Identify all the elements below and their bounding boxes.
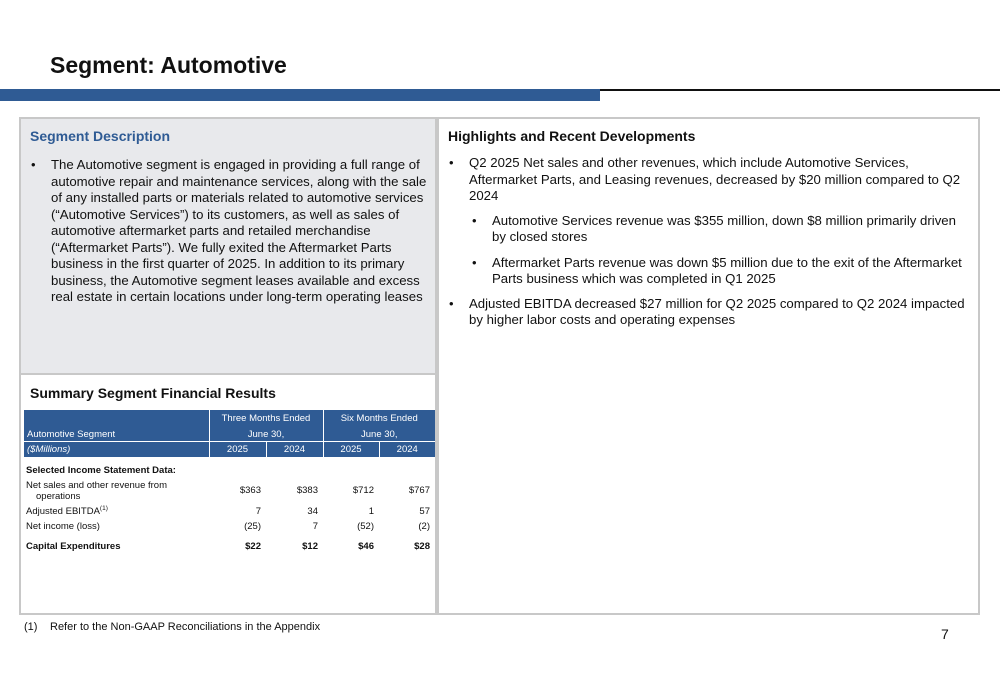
page-title: Segment: Automotive [50, 52, 287, 78]
six-months-date-header: June 30, [323, 427, 435, 442]
table-cell: 7 [255, 506, 261, 517]
row-label: Adjusted EBITDA$^{(1)}$ [26, 505, 108, 518]
highlight-subitem: • Automotive Services revenue was $355 million, down $8 million primarily driven by closed stores [472, 213, 969, 246]
segment-description-text: • The Automotive segment is engaged in providing a full range of automotive repair and maintenance services, along with the sale of any installed parts or materials related to automotive services (“Automotive Services”) to its customers, as well as sales of automotive aftermarket parts and retailed merchandise (“Aftermarket Parts”). We fully exited the Aftermarket Parts business in the first quarter of 2025. In addition to its primary business, the Automotive segment leases available and excess real estate in certain locations under long-term operating leases [31, 157, 427, 306]
row-label: Capital Expenditures [26, 540, 121, 552]
table-row [24, 519, 435, 534]
highlights-list [449, 155, 969, 329]
units-label: ($Millions) [24, 442, 209, 458]
footnote-text: Refer to the Non-GAAP Reconciliations in the Appendix [50, 621, 321, 633]
table-cell: 7 [312, 521, 318, 532]
table-cell: 1 [368, 506, 374, 517]
footnote-number: (1) [24, 621, 38, 633]
year-header: 2025 [209, 442, 266, 458]
table-header-row [24, 410, 435, 427]
table-cell: $22 [245, 540, 261, 552]
title-rule-line [600, 89, 1000, 91]
six-months-header: Six Months Ended [323, 410, 435, 427]
table-cell: $363 [239, 485, 261, 496]
table-cell: $767 [408, 485, 430, 496]
table-cell: (2) [418, 521, 430, 532]
table-cell: $383 [296, 485, 318, 496]
year-header: 2024 [266, 442, 323, 458]
table-cell: 57 [419, 506, 430, 517]
footnote-ref: (1) [99, 505, 108, 513]
financial-results-heading: Summary Segment Financial Results [30, 385, 276, 401]
segment-description-box [21, 119, 435, 375]
table-cell: (52) [357, 521, 374, 532]
segment-label: Automotive Segment [24, 427, 209, 442]
table-cell: $12 [302, 540, 318, 552]
three-months-date-header: June 30, [209, 427, 323, 442]
year-header: 2025 [323, 442, 379, 458]
footnote [24, 621, 320, 633]
highlight-item: • Q2 2025 Net sales and other revenues, which include Automotive Services, Aftermarket Parts, and Leasing revenues, decreased by $20 million compared to Q2 2024 [449, 155, 969, 205]
highlight-subitem: • Aftermarket Parts revenue was down $5 million due to the exit of the Aftermarket Parts business which was completed in Q1 2025 [472, 255, 969, 288]
row-label: Net income (loss) [26, 521, 100, 532]
highlight-item: • Adjusted EBITDA decreased $27 million for Q2 2025 compared to Q2 2024 impacted by higher labor costs and operating expenses [449, 296, 969, 329]
highlights-panel [437, 117, 980, 615]
page-number: 7 [941, 626, 949, 642]
table-row [24, 534, 435, 558]
table-cell: $46 [358, 540, 374, 552]
table-cell: $712 [352, 485, 374, 496]
table-row [24, 477, 435, 504]
section-label: Selected Income Statement Data: [26, 465, 176, 476]
table-cell: (25) [244, 521, 261, 532]
table-row [24, 457, 435, 477]
title-accent-bar [0, 89, 600, 101]
segment-description-list [31, 157, 427, 306]
left-panel [19, 117, 437, 615]
table-cell: 34 [307, 506, 318, 517]
table-cell: $28 [414, 540, 430, 552]
table-header-row [24, 442, 435, 458]
year-header: 2024 [379, 442, 435, 458]
table-header-row [24, 427, 435, 442]
financial-results-table [24, 410, 435, 558]
segment-description-heading: Segment Description [30, 128, 171, 144]
row-label: Net sales and other revenue from operations [26, 479, 167, 502]
three-months-header: Three Months Ended [209, 410, 323, 427]
highlights-heading: Highlights and Recent Developments [448, 128, 696, 144]
table-row [24, 504, 435, 519]
